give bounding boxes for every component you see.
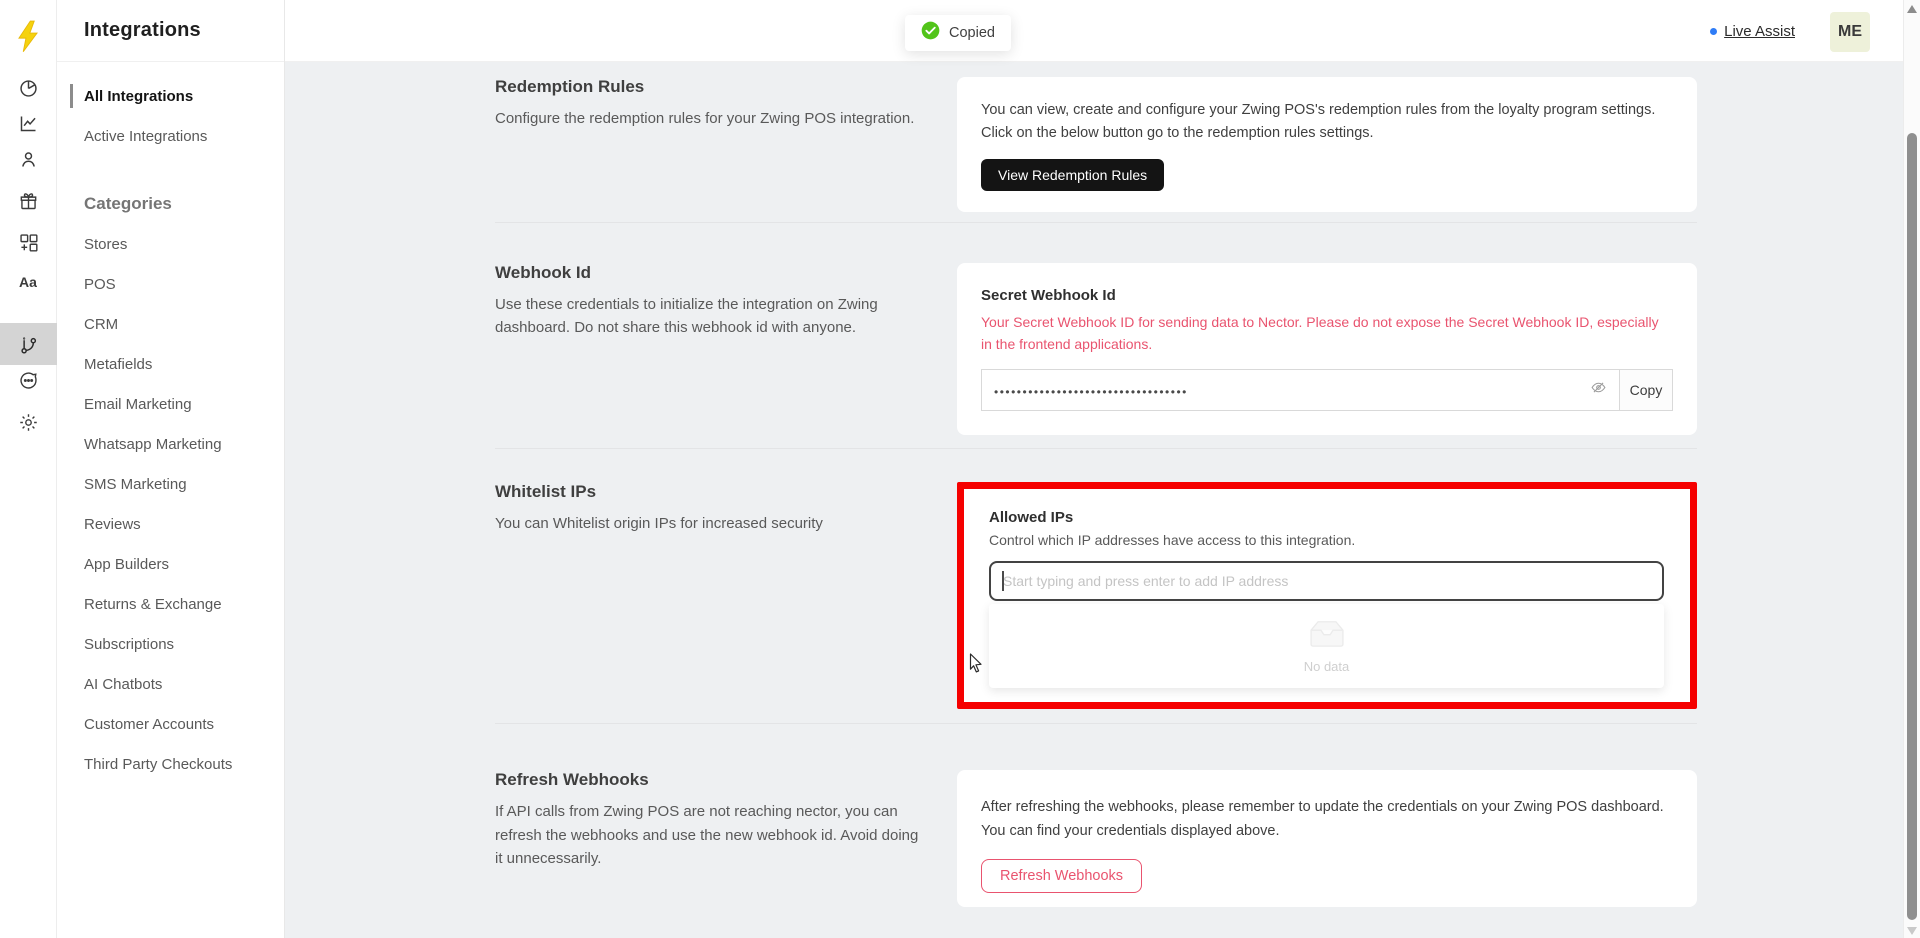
sidebar-item-metafields[interactable] (57, 344, 284, 384)
section-title: Whitelist IPs (495, 482, 597, 502)
sidebar-item-rewards[interactable] (16, 189, 40, 213)
category-label: AI Chatbots (84, 675, 163, 693)
sidebar-nav (57, 62, 284, 784)
section-webhook-id (495, 223, 1697, 449)
eye-slash-icon (1590, 379, 1607, 401)
sidebar-item-apps[interactable] (16, 230, 40, 254)
sidebar-item-customer-accounts[interactable] (57, 704, 284, 744)
ip-suggestions-dropdown (989, 604, 1664, 688)
user-avatar[interactable]: ME (1830, 12, 1870, 52)
section-title: Refresh Webhooks (495, 770, 649, 790)
text-caret (1002, 571, 1004, 591)
category-label: Reviews (84, 515, 141, 533)
nav-label: All Integrations (84, 87, 194, 105)
section-info (495, 770, 957, 907)
scroll-down-arrow-icon[interactable] (1907, 927, 1917, 935)
sidebar-item-all-integrations[interactable] (57, 76, 284, 116)
section-description: If API calls from Zwing POS are not reaching nector, you can refresh the webhooks and use the new webhook id. Avoid doing it unnecessarily. (495, 803, 919, 867)
sidebar-item-support-chat[interactable] (16, 368, 40, 392)
category-label: Stores (84, 235, 128, 253)
category-label: Email Marketing (84, 395, 192, 413)
section-description: Configure the redemption rules for your Zwing POS integration. (495, 110, 915, 127)
sidebar-item-reviews[interactable] (57, 504, 284, 544)
section-description: Use these credentials to initialize the integration on Zwing dashboard. Do not share this webhook id with anyone. (495, 296, 878, 337)
section-redemption-rules (495, 62, 1697, 223)
chat-bubble-icon (18, 370, 39, 391)
check-circle-icon (921, 21, 940, 45)
no-data-label: No data (1303, 659, 1350, 675)
sidebar-item-dashboard[interactable] (16, 76, 40, 100)
masked-secret-value: •••••••••••••••••••••••••••••••••• (994, 385, 1188, 399)
sidebar-item-active-integrations[interactable] (57, 116, 284, 156)
sidebar-item-customers[interactable] (16, 147, 40, 171)
lightning-bolt-icon (14, 20, 42, 54)
person-icon (18, 149, 39, 170)
typography-icon: Aa (19, 274, 37, 290)
redemption-card (957, 77, 1697, 212)
card-text: You can view, create and configure your Zwing POS's redemption rules from the loyalty program settings. Click on the below button go to the redemption rules settings. (981, 102, 1656, 142)
section-whitelist-ips (495, 449, 1697, 724)
highlight-red-frame (957, 482, 1697, 709)
top-bar (285, 0, 1920, 62)
section-title: Webhook Id (495, 263, 592, 282)
card-title: Allowed IPs (989, 509, 1074, 527)
view-redemption-rules-button[interactable]: View Redemption Rules (981, 159, 1164, 191)
sidebar-item-integrations[interactable] (16, 333, 40, 357)
category-label: Returns & Exchange (84, 595, 222, 613)
live-assist-link[interactable] (1710, 0, 1795, 62)
sidebar-item-stores[interactable] (57, 224, 284, 264)
secret-webhook-id-field[interactable] (981, 369, 1620, 411)
copied-toast (905, 15, 1011, 51)
nav-label: Active Integrations (84, 127, 208, 145)
section-info (495, 263, 957, 435)
category-label: SMS Marketing (84, 475, 187, 493)
gift-icon (18, 191, 39, 212)
category-label: POS (84, 275, 116, 293)
git-branch-icon (18, 335, 39, 356)
toast-label: Copied (949, 25, 995, 41)
sidebar-item-crm[interactable] (57, 304, 284, 344)
card-description: Control which IP addresses have access to this integration. (989, 532, 1356, 549)
sidebar-item-third-party-checkouts[interactable] (57, 744, 284, 784)
sidebar-item-ai-chatbots[interactable] (57, 664, 284, 704)
app-logo[interactable] (13, 20, 43, 54)
toggle-visibility-button[interactable] (1590, 379, 1607, 401)
scrollbar-thumb[interactable] (1907, 133, 1917, 920)
section-info (495, 77, 957, 212)
main-area (285, 0, 1920, 938)
sidebar-item-email-marketing[interactable] (57, 384, 284, 424)
apps-plus-icon (18, 232, 39, 253)
refresh-webhooks-button[interactable]: Refresh Webhooks (981, 859, 1142, 893)
secret-id-field-group (981, 369, 1673, 411)
sidebar-item-app-builders[interactable] (57, 544, 284, 584)
category-label: Subscriptions (84, 635, 175, 653)
page-title: Integrations (84, 19, 201, 41)
sidebar-item-whatsapp-marketing[interactable] (57, 424, 284, 464)
sidebar-item-subscriptions[interactable] (57, 624, 284, 664)
integration-settings-content (285, 62, 1920, 938)
scroll-up-arrow-icon[interactable] (1907, 5, 1917, 13)
icon-rail (0, 0, 57, 938)
category-label: Customer Accounts (84, 715, 215, 733)
category-label: CRM (84, 315, 119, 333)
webhook-warning-text: Your Secret Webhook ID for sending data to Nector. Please do not expose the Secret Webhook ID, especially in the frontend applications. (981, 314, 1659, 352)
section-info (495, 482, 957, 709)
sidebar-item-returns-exchange[interactable] (57, 584, 284, 624)
card-title: Secret Webhook Id (981, 287, 1116, 304)
ip-address-input[interactable] (989, 561, 1664, 601)
card-text: After refreshing the webhooks, please remember to update the credentials on your Zwing POS dashboard. You can find your credentials displayed above. (981, 799, 1664, 839)
categories-heading: Categories (84, 194, 172, 213)
gear-icon (18, 412, 39, 433)
status-dot-icon (1710, 28, 1717, 35)
sidebar-header (57, 0, 284, 62)
category-label: Third Party Checkouts (84, 755, 233, 773)
sidebar-item-content[interactable] (16, 270, 40, 294)
category-label: Metafields (84, 355, 153, 373)
ip-input-wrap (989, 561, 1665, 601)
category-label: App Builders (84, 555, 170, 573)
section-refresh-webhooks (495, 724, 1697, 907)
section-title: Redemption Rules (495, 77, 645, 96)
empty-inbox-icon (1304, 618, 1350, 653)
sidebar-item-sms-marketing[interactable] (57, 464, 284, 504)
sidebar-item-settings[interactable] (16, 410, 40, 434)
allowed-ips-card (964, 489, 1690, 702)
category-label: Whatsapp Marketing (84, 435, 222, 453)
refresh-webhooks-card (957, 770, 1697, 907)
sidebar-item-pos[interactable] (57, 264, 284, 304)
live-assist-label: Live Assist (1724, 22, 1795, 40)
copy-button[interactable]: Copy (1619, 369, 1673, 411)
section-description: You can Whitelist origin IPs for increased security (495, 515, 823, 533)
page-scrollbar[interactable] (1903, 0, 1920, 938)
line-chart-icon (18, 113, 39, 134)
sidebar-item-analytics[interactable] (16, 111, 40, 135)
pie-chart-icon (18, 78, 39, 99)
integrations-sidebar (57, 0, 285, 938)
secret-webhook-card (957, 263, 1697, 435)
